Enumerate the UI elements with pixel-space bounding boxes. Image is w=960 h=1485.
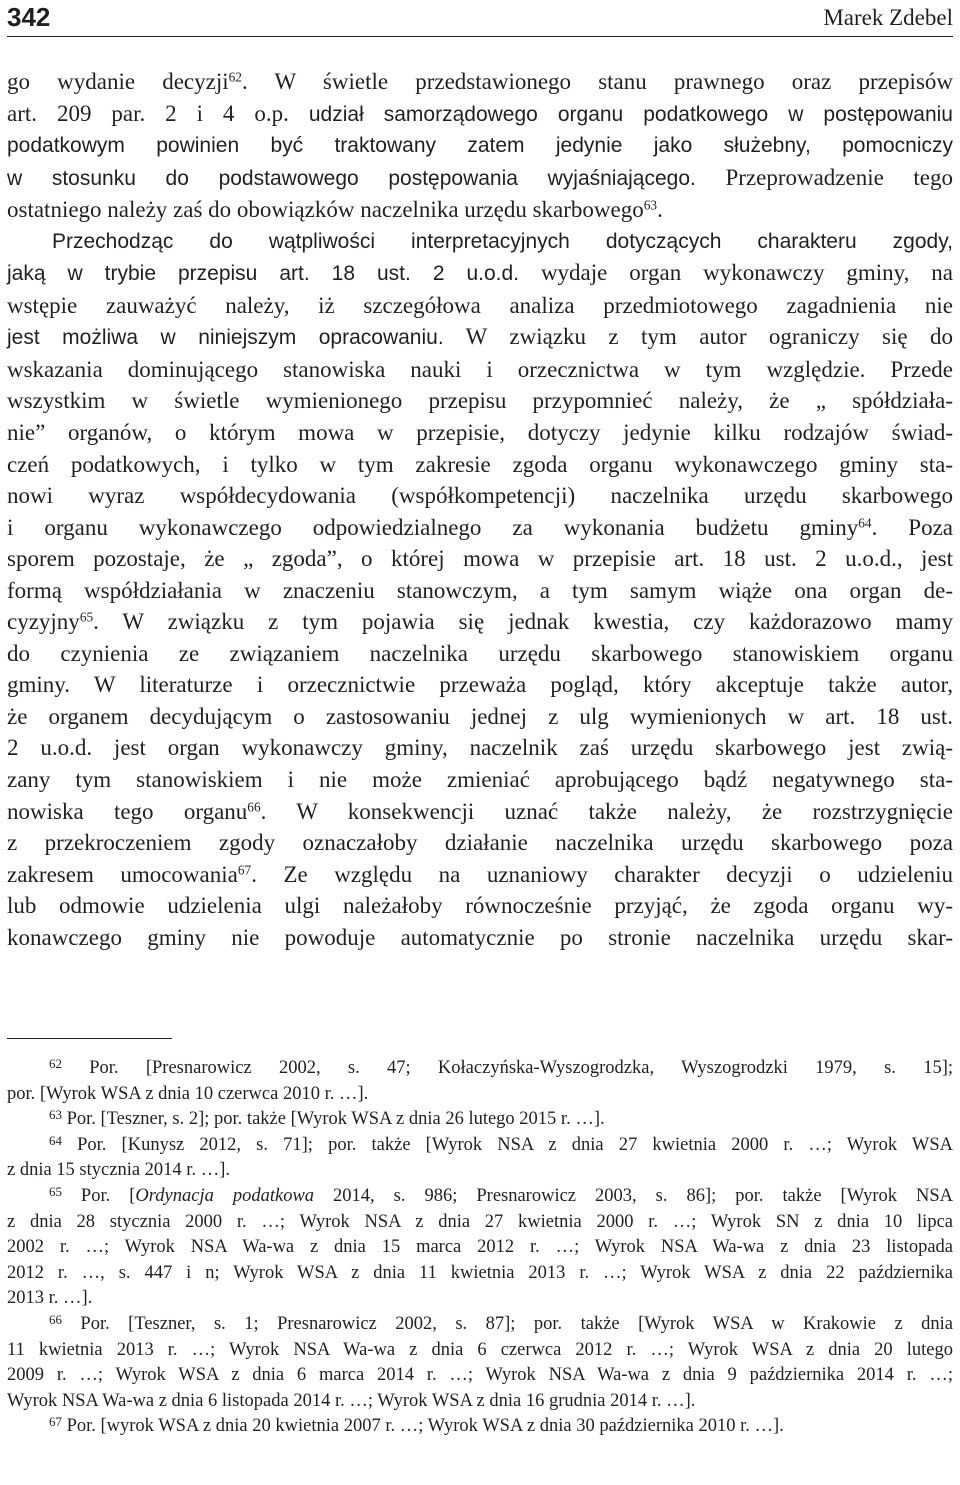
text-line: jaką w trybie przepisu art. 18 ust. 2 u.o.d. wydaje organ wykonawczy gminy, na (7, 260, 953, 286)
text-line: ostatniego należy zaś do obowiązków naczelnika urzędu skarbowego$^{63}$. (7, 197, 663, 223)
text-line: wstępie zauważyć należy, iż szczegółowa analiza przedmiotowego zagadnienia nie (7, 292, 953, 318)
footnote-64: $^{64}$ Por. [Kunysz 2012, s. 71]; por. także [Wyrok NSA z dnia 27 kwietnia 2000 r. …; Wyrok WSA z dnia 15 stycznia 2014 r. …]. (7, 1132, 953, 1181)
text-line: do czynienia ze związaniem naczelnika urzędu skarbowego stanowiskiem organu (7, 640, 953, 666)
footnote-number: 62 (49, 1055, 62, 1071)
text-line: zakresem umocowania$^{67}$. Ze względu na uznaniowy charakter decyzji o udzieleniu (7, 861, 953, 887)
footnote-number: 66 (49, 1311, 62, 1327)
text-line: jest możliwa w niniejszym opracowaniu. W związku z tym autor ograniczy się do (7, 324, 953, 350)
italic-title: Ordynacja podatkowa (135, 1185, 315, 1206)
footnote-ref[interactable]: 62 (228, 69, 242, 85)
text-line: Przechodząc do wątpliwości interpretacyjnych dotyczących charakteru zgody, (52, 229, 953, 253)
text-line: gminy. W literaturze i orzecznictwie przeważa pogląd, który akceptuje także autor, (7, 672, 953, 698)
footnote-ref[interactable]: 63 (643, 197, 658, 213)
footnote-number: 64 (49, 1132, 62, 1148)
footnote-65: $^{65}$ Por. [Ordynacja podatkowa 2014, s. 986; Presnarowicz 2003, s. 86]; por. także [Wyrok NSA z dnia 28 stycznia 2000 r. …; Wyrok NSA z dnia 27 kwietnia 2000 r. …; Wyrok SN z dnia 10 lipca 2002 r. …; Wyrok NSA Wa-wa z dnia 15 marca 2012 r. …; Wyrok NSA Wa-wa z dnia 23 listopada 2012 r. …, s. 447 i n; Wyrok WSA z dnia 11 kwietnia 2013 r. …; Wyrok WSA z dnia 22 października 2013 r. …]. (7, 1183, 953, 1309)
footnote-62: $^{62}$ Por. [Presnarowicz 2002, s. 47; Kołaczyńska-Wyszogrodzka, Wyszogrodzki 1979, s. 15]; por. [Wyrok WSA z dnia 10 czerwca 2010 r. …]. (7, 1055, 953, 1104)
running-head-author: Marek Zdebel (823, 5, 953, 30)
footnote-66: $^{66}$ Por. [Teszner, s. 1; Presnarowicz 2002, s. 87]; por. także [Wyrok WSA w Krakowie z dnia 11 kwietnia 2013 r. …; Wyrok NSA Wa-wa z dnia 6 czerwca 2012 r. …; Wyrok WSA z dnia 20 lutego 2009 r. …; Wyrok WSA z dnia 6 marca 2014 r. …; Wyrok NSA Wa-wa z dnia 9 października 2014 r. …; Wyrok NSA Wa-wa z dnia 6 listopada 2014 r. …; Wyrok WSA z dnia 16 grudnia 2014 r. …]. (7, 1311, 953, 1411)
text-line: z przekroczeniem zgody oznaczałoby działanie naczelnika urzędu skarbowego poza (7, 830, 953, 856)
body-text (7, 66, 953, 953)
footnote-ref[interactable]: 66 (247, 799, 261, 815)
footnote-67: $^{67}$ Por. [wyrok WSA z dnia 20 kwietnia 2007 r. …; Wyrok WSA z dnia 30 października 2010 r. …]. (49, 1414, 784, 1437)
text-line: formą współdziałania w znaczeniu stanowczym, a tym samym wiąże ona organ de- (7, 577, 953, 603)
text-line: nie” organów, o którym mowa w przepisie, dotyczy jedynie kilku rodzajów świad- (7, 420, 953, 446)
footnote-ref[interactable]: 64 (858, 515, 872, 531)
footnote-number: 63 (49, 1107, 62, 1123)
footnote-ref[interactable]: 65 (79, 609, 94, 625)
text-line: wskazania dominującego stanowiska nauki i orzecznictwa w tym względzie. Przede (7, 356, 953, 382)
text-line: lub odmowie udzielenia ulgi należałoby równocześnie przyjąć, że zgoda organu wy- (7, 893, 953, 919)
page-number: 342 (7, 2, 51, 32)
text-line: 2 u.o.d. jest organ wykonawczy gminy, naczelnik zaś urzędu skarbowego jest zwią- (7, 735, 953, 761)
text-line: cyzyjny$^{65}$. W związku z tym pojawia się jednak kwestia, czy każdorazowo mamy (7, 609, 953, 635)
text-line: podatkowym powinien być traktowany zatem jedynie jako służebny, pomocniczy (7, 134, 953, 158)
footnote-ref[interactable]: 67 (237, 862, 252, 878)
text-line: nowiska tego organu$^{66}$. W konsekwencji uznać także należy, że rozstrzygnięcie (7, 798, 953, 824)
footnote-separator (7, 1038, 172, 1039)
text-line: wszystkim w świetle wymienionego przepisu przypomnieć należy, że „ spółdziała- (7, 388, 953, 414)
text-line: i organu wykonawczego odpowiedzialnego za wykonania budżetu gminy$^{64}$. Poza (7, 514, 953, 540)
text-line: zany tym stanowiskiem i nie może zmieniać aprobującego bądź negatywnego sta- (7, 767, 953, 793)
text-line: nowi wyraz współdecydowania (współkompetencji) naczelnika urzędu skarbowego (7, 483, 953, 509)
footnote-number: 65 (49, 1183, 62, 1199)
footnote-number: 67 (49, 1414, 62, 1430)
running-header (7, 0, 953, 37)
text-line: czeń podatkowych, i tylko w tym zakresie zgoda organu wykonawczego gminy sta- (7, 451, 953, 477)
text-line: sporem pozostaje, że „ zgoda”, o której mowa w przepisie art. 18 ust. 2 u.o.d., jest (7, 546, 953, 572)
text-line: art. 209 par. 2 i 4 o.p. udział samorządowego organu podatkowego w postępowaniu (7, 100, 953, 126)
text-line: go wydanie decyzji$^{62}$. W świetle przedstawionego stanu prawnego oraz przepisów (7, 69, 953, 94)
text-line: konawczego gminy nie powoduje automatycznie po stronie naczelnika urzędu skar- (7, 924, 953, 950)
footnotes (7, 1056, 953, 1440)
text-line: w stosunku do podstawowego postępowania wyjaśniającego. Przeprowadzenie tego (7, 164, 953, 190)
text-line: że organem decydującym o zastosowaniu jednej z ulg wymienionych w art. 18 ust. (7, 703, 953, 729)
footnote-63: $^{63}$ Por. [Teszner, s. 2]; por. także [Wyrok WSA z dnia 26 lutego 2015 r. …]. (49, 1107, 605, 1130)
